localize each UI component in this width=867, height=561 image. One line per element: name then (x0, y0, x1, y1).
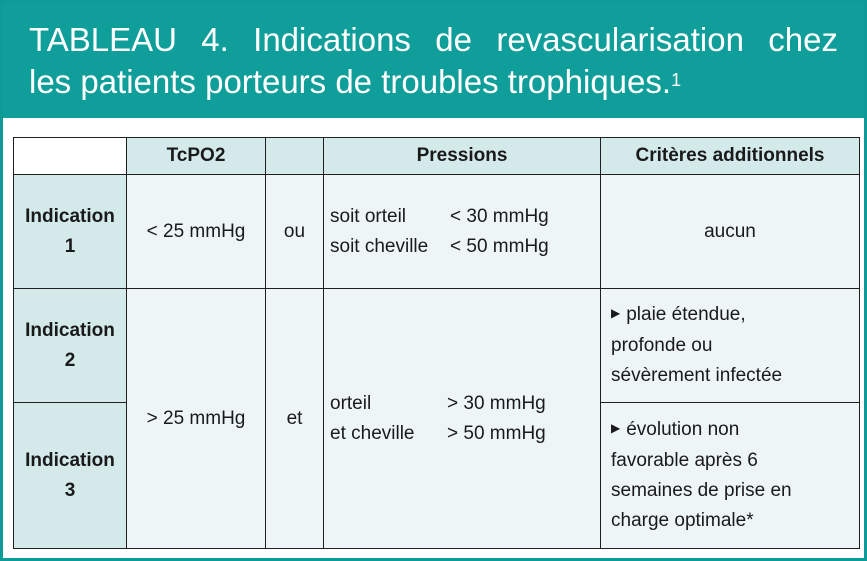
row-label-number: 2 (64, 349, 76, 371)
header-criteres: Critères additionnels (601, 138, 860, 175)
row-label-text: Indication (25, 319, 115, 341)
pressure-site: soit cheville (330, 235, 429, 257)
conjunction-2-3: et (266, 289, 324, 549)
conjunction-1: ou (266, 175, 324, 289)
tcpo2-value-2-3: > 25 mmHg (127, 289, 266, 549)
table-title-line-2-text: les patients porteurs de troubles trophiques. (29, 63, 672, 100)
table-title-banner (3, 3, 864, 118)
row-label-indication-3 (14, 403, 127, 549)
criteria-line: semaines de prise en (611, 480, 792, 501)
pressure-value: < 30 mmHg (450, 205, 549, 227)
pressure-site: et cheville (330, 422, 415, 444)
triangle-bullet-icon: ▶ (611, 421, 621, 435)
criteres-3 (601, 403, 860, 549)
row-label-text: Indication (25, 449, 115, 471)
criteria-line: sévèrement infectée (611, 365, 783, 386)
header-tcpo2: TcPO2 (127, 138, 266, 175)
indications-table (13, 137, 860, 549)
header-row (14, 138, 860, 175)
criteria-line: favorable après 6 (611, 450, 758, 471)
criteria-line (611, 415, 849, 446)
row-label-number: 1 (64, 235, 76, 257)
criteres-2 (601, 289, 860, 403)
row-label-text: Indication (25, 205, 115, 227)
footnote-reference: 1 (671, 70, 682, 90)
criteres-1: aucun (601, 175, 860, 289)
pressure-site: orteil (330, 392, 372, 414)
pressure-value: > 50 mmHg (447, 422, 546, 444)
pressure-value: < 50 mmHg (450, 235, 549, 257)
criteria-text: évolution non (626, 419, 740, 440)
header-conjunction (266, 138, 324, 175)
triangle-bullet-icon: ▶ (611, 306, 621, 320)
tcpo2-value-1: < 25 mmHg (127, 175, 266, 289)
pressure-site: soit orteil (330, 205, 407, 227)
row-label-indication-1 (14, 175, 127, 289)
header-pressions: Pressions (324, 138, 601, 175)
criteria-line: charge optimale* (611, 510, 754, 531)
table-title-line-2 (29, 61, 838, 103)
row-label-number: 3 (64, 479, 76, 501)
criteria-line: profonde ou (611, 335, 713, 356)
pressions-cell-1 (324, 175, 601, 289)
table-row-indication-1 (14, 175, 860, 289)
pressions-cell-2-3 (324, 289, 601, 549)
table-row-indication-2 (14, 289, 860, 403)
criteria-text: plaie étendue, (626, 304, 746, 325)
pressure-value: > 30 mmHg (447, 392, 546, 414)
table-title-line-1: TABLEAU 4. Indications de revascularisation chez (29, 21, 838, 58)
pressure-line (330, 389, 600, 419)
header-corner-cell (14, 138, 127, 175)
pressure-line (330, 202, 600, 232)
row-label-indication-2 (14, 289, 127, 403)
pressure-line (330, 232, 600, 262)
criteria-line (611, 300, 849, 331)
pressure-line (330, 419, 600, 449)
